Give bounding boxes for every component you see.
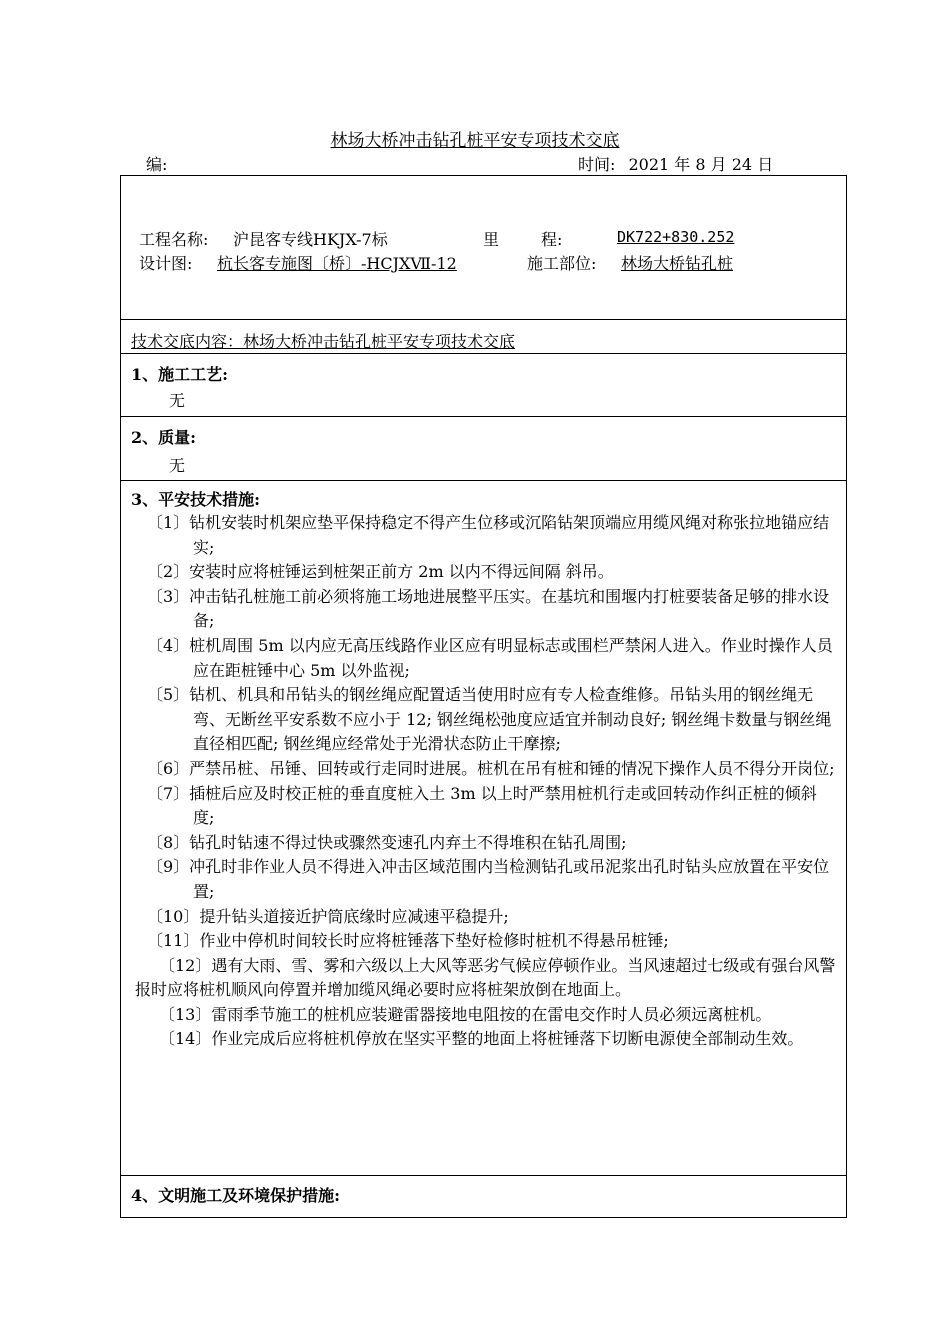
measure-item: 〔9〕冲孔时非作业人员不得进入冲击区域范围内当检测钻孔或吊泥浆出孔时钻头应放置在平安位置; [147,857,830,901]
compiler-label: 编: [146,155,168,174]
measures-list [135,511,836,1052]
mileage-label-2: 程: [541,230,563,249]
section-civilized-construction [121,1175,846,1220]
measure-item: 〔5〕钻机、机具和吊钻头的钢丝绳应配置适当使用时应有专人检查维修。吊钻头用的钢丝绳无弯、无断丝平安系数不应小于 12; 钢丝绳松弛度应适宜并制动良好; 钢丝绳卡数量与钢丝绳直径相匹配; 钢丝绳应经常处于光滑状态防止干摩擦; [147,685,832,754]
measure-item: 〔11〕作业中停机时间较长时应将桩锤落下垫好检修时桩机不得悬吊桩锤; [147,931,669,951]
section-2-body: 无 [169,456,186,475]
measure-item: 〔8〕钻孔时钻速不得过快或骤然变速孔内弃土不得堆积在钻孔周围; [147,832,627,852]
section-2-heading: 2、质量: [131,428,197,447]
design-value: 杭长客专施图〔桥〕-HCJXⅦ-12 [217,254,457,273]
briefing-table [120,175,847,1218]
time-label: 时间: [578,155,616,174]
measure-item: 〔7〕插桩后应及时校正桩的垂直度桩入土 3m 以上时严禁用桩机行走或回转动作纠正桩的倾斜度; [147,783,817,828]
section-safety-measures [121,480,846,1176]
document-title: 林场大桥冲击钻孔桩平安专项技术交底 [330,131,620,151]
content-row [121,319,846,354]
section-1-heading: 1、施工工艺: [131,365,229,384]
measure-item: 〔6〕严禁吊桩、吊锤、回转或行走同时进展。桩机在吊有桩和锤的情况下操作人员不得分开岗位; [147,758,835,778]
mileage-value: DK722+830.252 [617,228,735,246]
date-line [578,152,773,175]
section-4-heading: 4、文明施工及环境保护措施: [131,1186,341,1205]
measure-item: 〔13〕雷雨季节施工的桩机应装避雷器接地电阻按的在雷电交作时人员必须远离桩机。 [159,1004,772,1024]
measure-item: 〔4〕桩机周围 5m 以内应无高压线路作业区应有明显标志或围栏严禁闲人进入。作业时操作人员应在距桩锤中心 5m 以外监视; [147,635,833,680]
mileage-label-1: 里 [483,230,500,249]
measure-item: 〔1〕钻机安装时机架应垫平保持稳定不得产生位移或沉陷钻架顶端应用缆风绳对称张拉地锚应结实; [147,513,830,557]
time-value: 2021 年 8 月 24 日 [628,155,774,174]
section-quality [121,416,846,481]
measure-item: 〔2〕安装时应将桩锤运到桩架正前方 2m 以内不得远间隔 斜吊。 [147,562,614,582]
project-name-label: 工程名称: [139,230,209,249]
section-3-heading: 3、平安技术措施: [131,490,261,509]
measure-item: 〔12〕遇有大雨、雪、雾和六级以上大风等恶劣气候应停顿作业。当风速超过七级或有强台风警报时应将桩机顺风向停置并增加缆风绳必要时应将桩架放倒在地面上。 [135,955,836,1000]
briefing-content-line: 技术交底内容：林场大桥冲击钻孔桩平安专项技术交底 [131,332,516,351]
section-1-body: 无 [169,391,186,410]
construction-part-value: 林场大桥钻孔桩 [621,254,734,273]
measure-item: 〔14〕作业完成后应将桩机停放在坚实平整的地面上将桩锤落下切断电源使全部制动生效。 [159,1029,804,1049]
design-label: 设计图: [139,254,193,273]
project-name-value: 沪昆客专线HKJX-7标 [233,230,388,249]
section-construction-process [121,353,846,417]
construction-part-label: 施工部位: [527,254,597,273]
measure-item: 〔10〕提升钻头道接近护筒底缘时应减速平稳提升; [147,906,509,926]
measure-item: 〔3〕冲击钻孔桩施工前必须将施工场地进展整平压实。在基坑和围堰内打桩要装备足够的排水设备; [147,586,830,631]
